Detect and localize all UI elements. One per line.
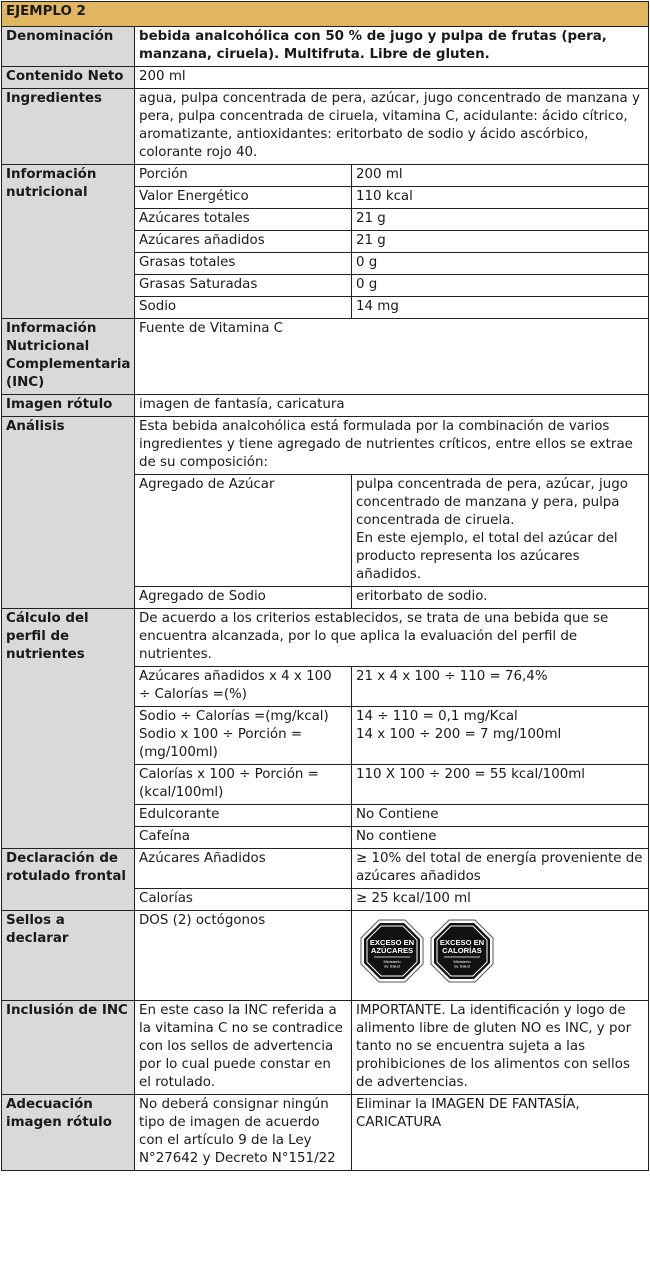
calculo-azucar-result: 21 x 4 x 100 ÷ 110 = 76,4% bbox=[352, 667, 649, 707]
seal-calorias-line2: CALORÍAS bbox=[442, 946, 482, 955]
inclusion-left: En este caso la INC referida a la vitamina C no se contradice con los sellos de advertencia por lo cual puede constar en el rotulado. bbox=[135, 1001, 352, 1095]
seal-calorias-ministry-2: de Salud bbox=[454, 963, 470, 969]
label-imagen: Imagen rótulo bbox=[2, 395, 135, 417]
label-sellos: Sellos a declarar bbox=[2, 911, 135, 1001]
seal-azucares-ministry-1: Ministerio bbox=[383, 959, 401, 964]
nutrient-value: 0 g bbox=[352, 253, 649, 275]
row-contenido bbox=[2, 67, 649, 89]
nutrient-value: 21 g bbox=[352, 209, 649, 231]
seal-azucares-ministry-2: de Salud bbox=[384, 963, 400, 969]
calculo-edulcorante-name: Edulcorante bbox=[135, 805, 352, 827]
nutrient-value: 200 ml bbox=[352, 165, 649, 187]
calculo-sodio-result bbox=[352, 707, 649, 765]
row-imagen bbox=[2, 395, 649, 417]
nutrient-value: 110 kcal bbox=[352, 187, 649, 209]
nutrient-name: Grasas totales bbox=[135, 253, 352, 275]
row-sellos bbox=[2, 911, 649, 1001]
title-row bbox=[2, 2, 649, 27]
declaracion-calorias-name: Calorías bbox=[135, 889, 352, 911]
row-nutricional-0 bbox=[2, 165, 649, 187]
exceso-azucares-seal-icon bbox=[360, 919, 424, 983]
label-analisis: Análisis bbox=[2, 417, 135, 609]
row-inc bbox=[2, 319, 649, 395]
seal-azucares-line2: AZÚCARES bbox=[370, 946, 414, 955]
calculo-sodio-formula bbox=[135, 707, 352, 765]
analisis-intro: Esta bebida analcohólica está formulada por la combinación de varios ingredientes y tiene agregado de nutrientes críticos, entre ellos se extrae de su composición: bbox=[135, 417, 649, 475]
example-table bbox=[1, 1, 649, 1171]
nutrient-value: 0 g bbox=[352, 275, 649, 297]
label-inclusion: Inclusión de INC bbox=[2, 1001, 135, 1095]
row-calculo-intro bbox=[2, 609, 649, 667]
label-calculo: Cálculo del perfil de nutrientes bbox=[2, 609, 135, 849]
calculo-sodio-formula-1: Sodio ÷ Calorías =(mg/kcal) bbox=[139, 709, 329, 724]
label-ingredientes: Ingredientes bbox=[2, 89, 135, 165]
octagon-seal-azucares bbox=[360, 919, 424, 983]
label-contenido: Contenido Neto bbox=[2, 67, 135, 89]
nutrient-name: Valor Energético bbox=[135, 187, 352, 209]
label-inc: Información Nutricional Complementaria (INC) bbox=[2, 319, 135, 395]
declaracion-calorias-value: ≥ 25 kcal/100 ml bbox=[352, 889, 649, 911]
calculo-sodio-result-1: 14 ÷ 110 = 0,1 mg/Kcal bbox=[356, 709, 518, 724]
row-declaracion-azucar bbox=[2, 849, 649, 889]
label-adecuacion: Adecuación imagen rótulo bbox=[2, 1095, 135, 1171]
row-inclusion bbox=[2, 1001, 649, 1095]
seal-calorias-line1: EXCESO EN bbox=[439, 938, 485, 947]
value-contenido: 200 ml bbox=[135, 67, 649, 89]
analisis-sodio-value: eritorbato de sodio. bbox=[352, 587, 649, 609]
calculo-calorias-formula: Calorías x 100 ÷ Porción =(kcal/100ml) bbox=[135, 765, 352, 805]
adecuacion-right: Eliminar la IMAGEN DE FANTASÍA, CARICATURA bbox=[352, 1095, 649, 1171]
value-sellos: DOS (2) octógonos bbox=[135, 911, 352, 1001]
label-nutricional: Información nutricional bbox=[2, 165, 135, 319]
row-denominacion bbox=[2, 27, 649, 67]
inclusion-right: IMPORTANTE. La identificación y logo de alimento libre de gluten NO es INC, y por tanto no se encuentra sujeta a las prohibiciones de los alimentos con sellos de advertencias. bbox=[352, 1001, 649, 1095]
nutrient-value: 14 mg bbox=[352, 297, 649, 319]
analisis-azucar-text-2: En este ejemplo, el total del azúcar del producto representa los azúcares añadidos. bbox=[356, 531, 618, 582]
nutrient-name: Sodio bbox=[135, 297, 352, 319]
seals-group bbox=[356, 912, 644, 989]
analisis-azucar-name: Agregado de Azúcar bbox=[135, 475, 352, 587]
nutrient-value: 21 g bbox=[352, 231, 649, 253]
declaracion-azucar-value: ≥ 10% del total de energía proveniente de azúcares añadidos bbox=[352, 849, 649, 889]
row-analisis-intro bbox=[2, 417, 649, 475]
analisis-azucar-text-1: pulpa concentrada de pera, azúcar, jugo concentrado de manzana y pera, pulpa concentrada de ciruela. bbox=[356, 477, 628, 528]
value-imagen: imagen de fantasía, caricatura bbox=[135, 395, 649, 417]
calculo-edulcorante-value: No Contiene bbox=[352, 805, 649, 827]
octagon-seal-calorias bbox=[430, 919, 494, 983]
table-title: EJEMPLO 2 bbox=[2, 2, 649, 27]
value-inc: Fuente de Vitamina C bbox=[135, 319, 649, 395]
row-ingredientes bbox=[2, 89, 649, 165]
exceso-calorias-seal-icon bbox=[430, 919, 494, 983]
sellos-images bbox=[352, 911, 649, 1001]
label-denominacion: Denominación bbox=[2, 27, 135, 67]
row-adecuacion bbox=[2, 1095, 649, 1171]
declaracion-azucar-name: Azúcares Añadidos bbox=[135, 849, 352, 889]
seal-calorias-ministry-1: Ministerio bbox=[453, 959, 471, 964]
nutrient-name: Azúcares totales bbox=[135, 209, 352, 231]
analisis-sodio-name: Agregado de Sodio bbox=[135, 587, 352, 609]
calculo-calorias-result: 110 X 100 ÷ 200 = 55 kcal/100ml bbox=[352, 765, 649, 805]
calculo-cafeina-value: No contiene bbox=[352, 827, 649, 849]
calculo-sodio-result-2: 14 x 100 ÷ 200 = 7 mg/100ml bbox=[356, 727, 562, 742]
calculo-intro: De acuerdo a los criterios establecidos, se trata de una bebida que se encuentra alcanzada, por lo que aplica la evaluación del perfil de nutrientes. bbox=[135, 609, 649, 667]
calculo-azucar-formula: Azúcares añadidos x 4 x 100 ÷ Calorías =(%) bbox=[135, 667, 352, 707]
calculo-sodio-formula-2: Sodio x 100 ÷ Porción =(mg/100ml) bbox=[139, 727, 303, 760]
adecuacion-left: No deberá consignar ningún tipo de imagen de acuerdo con el artículo 9 de la Ley N°27642 y Decreto N°151/22 bbox=[135, 1095, 352, 1171]
value-ingredientes: agua, pulpa concentrada de pera, azúcar, jugo concentrado de manzana y pera, pulpa concentrada de ciruela, vitamina C, acidulante: ácido cítrico, aromatizante, antioxidantes: eritorbato de sodio y ácido ascórbico, colorante rojo 40. bbox=[135, 89, 649, 165]
label-declaracion: Declaración de rotulado frontal bbox=[2, 849, 135, 911]
seal-azucares-line1: EXCESO EN bbox=[369, 938, 415, 947]
analisis-azucar-value bbox=[352, 475, 649, 587]
value-denominacion: bebida analcohólica con 50 % de jugo y pulpa de frutas (pera, manzana, ciruela). Multifruta. Libre de gluten. bbox=[135, 27, 649, 67]
nutrient-name: Grasas Saturadas bbox=[135, 275, 352, 297]
calculo-cafeina-name: Cafeína bbox=[135, 827, 352, 849]
nutrient-name: Porción bbox=[135, 165, 352, 187]
nutrient-name: Azúcares añadidos bbox=[135, 231, 352, 253]
